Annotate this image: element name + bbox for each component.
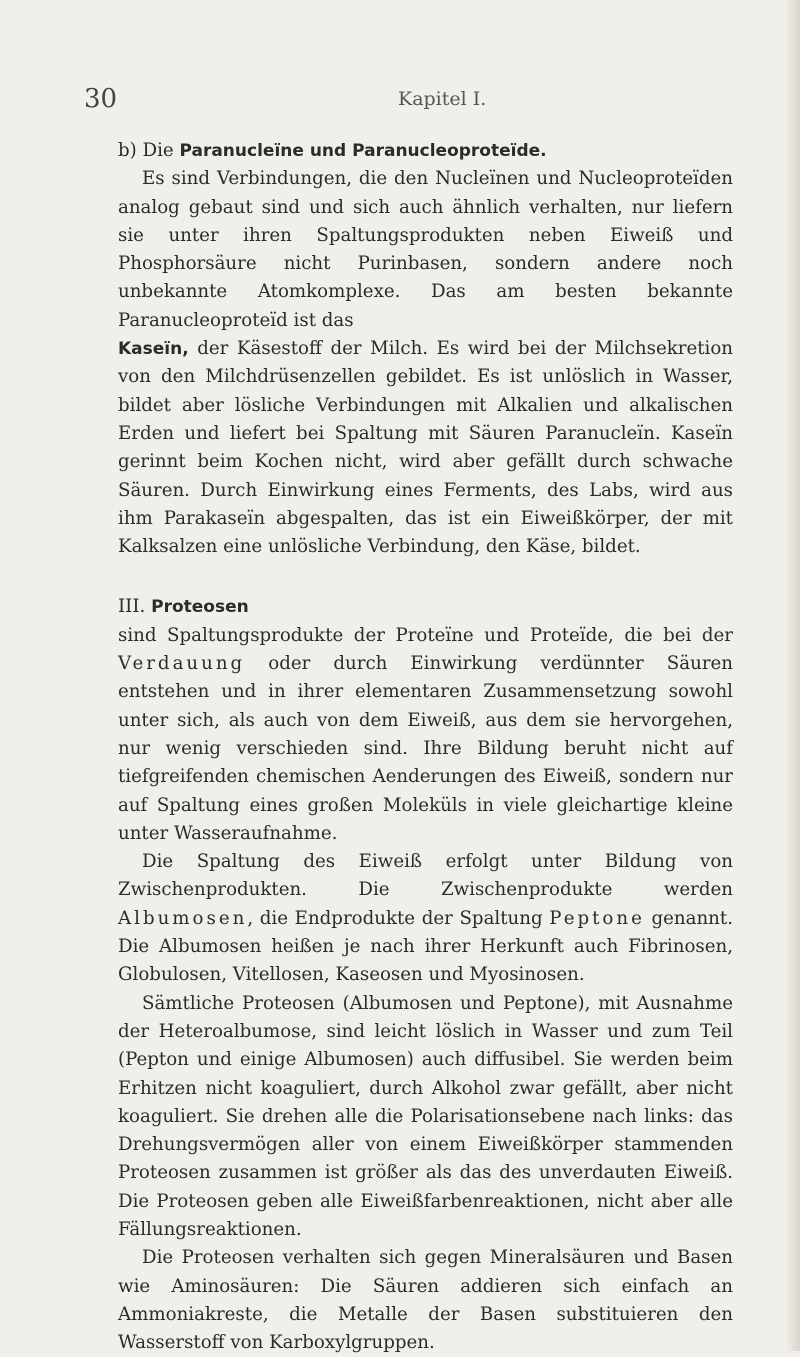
- page-edge-shadow: [786, 0, 800, 1351]
- section-iii-label: III.: [118, 596, 152, 618]
- term-albumosen: Albumosen: [118, 907, 248, 929]
- running-head: Kapitel I.: [398, 88, 487, 110]
- paragraph-text: oder durch Einwirkung verdünnter Säuren entstehen und in ihrer elementaren Zusammensetzung sowohl unter sich, als auch von dem Eiweiß, aus dem sie hervorgehen, nur wenig verschieden sind. Ihre Bildung beruht nicht auf tiefgreifenden chemischen Aenderungen des Eiweiß, sondern nur auf Spaltung eines großen Moleküls in viele gleichartige kleine unter Wasseraufnahme.: [118, 653, 733, 844]
- paragraph-text: Es sind Verbindungen, die den Nucleïnen und Nucleoproteïden analog gebaut sind und sich auch ähnlich verhalten, nur liefern sie unter ihren Spaltungsprodukten neben Eiweiß und Phosphorsäure nicht Purinbasen, sondern andere noch unbekannte Atomkomplexe. Das am besten bekannte Paranucleoproteïd ist das: [118, 168, 733, 331]
- term-kasein: Kaseïn,: [118, 339, 189, 360]
- paragraph-text: , die Endprodukte der Spaltung: [247, 907, 550, 929]
- page-header: [84, 84, 720, 114]
- paragraph-spaltung: [118, 848, 733, 989]
- section-iii-heading: [118, 593, 733, 621]
- paragraph-mineralsaeuren: Die Proteosen verhalten sich gegen Mineralsäuren und Basen wie Aminosäuren: Die Säuren addieren sich einfach an Ammoniakreste, die Metalle der Basen substituieren den Wasserstoff von Karboxylgruppen.: [118, 1247, 733, 1354]
- term-verdauung: Verdauung: [118, 653, 246, 675]
- section-b-title: Paranucleïne und Paranucleoproteïde.: [179, 141, 547, 161]
- paragraph-proteosen-definition: [118, 622, 733, 848]
- section-gap: [118, 561, 733, 593]
- paragraph-text: der Käsestoff der Milch. Es wird bei der Milchsekretion von den Milchdrüsenzellen gebildet. Es ist unlöslich in Wasser, bildet aber lösliche Verbindungen mit Alkalien und alkalischen Erden und liefert bei Spaltung mit Säuren Paranucleïn. Kaseïn gerinnt beim Kochen nicht, wird aber gefällt durch schwache Säuren. Durch Einwirkung eines Ferments, des Labs, wird aus ihm Parakaseïn abgespalten, das ist ein Eiweißkörper, der mit Kalksalzen eine unlösliche Verbindung, den Käse, bildet.: [118, 338, 733, 558]
- section-iii-title: Proteosen: [151, 597, 249, 618]
- paragraph-text: sind Spaltungsprodukte der Proteïne und Proteïde, die bei der: [118, 624, 733, 646]
- paragraph-eigenschaften: Sämtliche Proteosen (Albumosen und Peptone), mit Ausnahme der Heteroalbumose, sind leicht löslich in Wasser und zum Teil (Pepton und einige Albumosen) auch diffusibel. Sie werden beim Erhitzen nicht koaguliert, durch Alkohol zwar gefällt, aber nicht koaguliert. Sie drehen alle die Polarisationsebene nach links: das Drehungsvermögen aller von einem Eiweißkörper stammenden Proteosen zusammen ist größer als das des unverdauten Eiweiß. Die Proteosen geben alle Eiweißfarbenreaktionen, nicht aber alle Fällungsreaktionen.: [118, 992, 733, 1240]
- section-b-heading: [118, 137, 733, 165]
- paragraph-text: genannt. Die Albumosen heißen je nach ihrer Herkunft auch Fibrinosen, Globulosen, Vitellosen, Kaseosen und Myosinosen.: [118, 907, 733, 986]
- paragraph-text: Die Spaltung des Eiweiß erfolgt unter Bildung von Zwischenprodukten. Die Zwischenprodukte werden: [118, 851, 733, 901]
- page-number: 30: [84, 84, 118, 114]
- page-body: [118, 137, 733, 1357]
- term-peptone: Peptone: [549, 907, 645, 929]
- section-b-label: b) Die: [118, 140, 180, 161]
- paragraph-paranucleine: [118, 165, 733, 561]
